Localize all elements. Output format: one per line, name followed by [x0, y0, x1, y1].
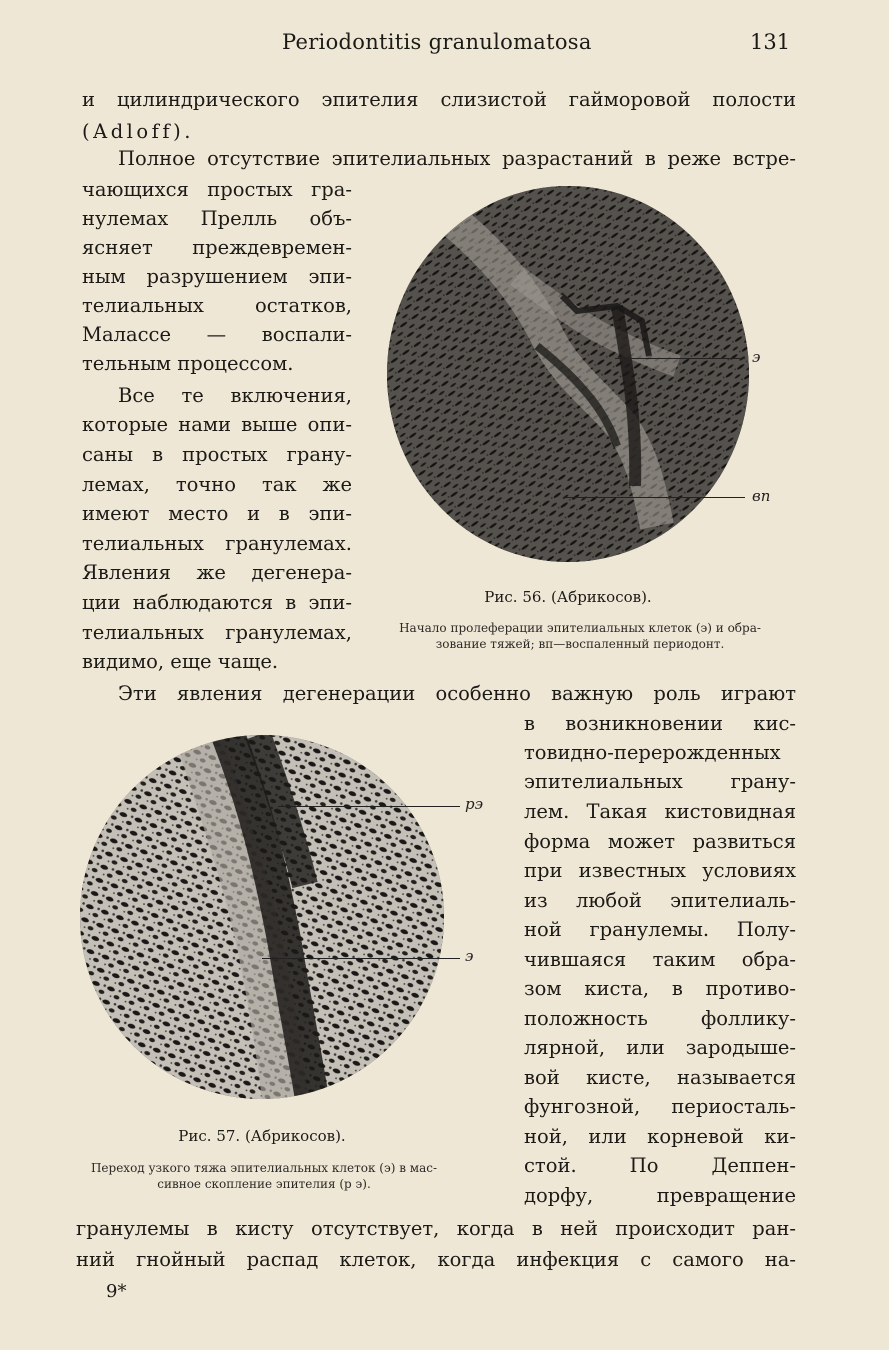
- body-line: в возникновении кис-: [524, 712, 796, 735]
- body-line: (Adloff).: [82, 120, 194, 143]
- body-line: которые нами выше опи-: [82, 413, 352, 436]
- body-line: ной, или корневой ки-: [524, 1125, 796, 1148]
- body-line: Явления же дегенера-: [82, 561, 352, 584]
- figure-56-micrograph: [387, 186, 749, 562]
- body-line: стой. По Деппен-: [524, 1154, 796, 1177]
- figure-56-pointer-e: [615, 358, 745, 359]
- body-line: ной гранулемы. Полу-: [524, 918, 796, 941]
- body-line: и цилиндрического эпителия слизистой гайморовой полости: [82, 88, 796, 111]
- figure-57-micrograph: [80, 735, 444, 1099]
- body-line: Эти явления дегенерации особенно важную роль играют: [118, 682, 796, 705]
- body-line: чившаяся таким обра-: [524, 948, 796, 971]
- body-line: телиальных остатков,: [82, 294, 352, 317]
- body-line: ции наблюдаются в эпи-: [82, 591, 352, 614]
- body-line: лярной, или зародыше-: [524, 1036, 796, 1059]
- body-line: дорфу, превращение: [524, 1184, 796, 1207]
- body-line: фунгозной, периосталь-: [524, 1095, 796, 1118]
- body-line: саны в простых грану-: [82, 443, 352, 466]
- figure-56-caption-line: Начало пролеферации эпителиальных клеток (э) и обра-: [399, 621, 761, 635]
- figure-57-svg: [80, 735, 444, 1099]
- figure-57-label-re: рэ: [465, 795, 484, 813]
- figure-56-svg: [387, 186, 749, 562]
- body-line: при известных условиях: [524, 859, 796, 882]
- body-line: ясняет преждевремен-: [82, 236, 352, 259]
- figure-56-title: Рис. 56. (Абрикосов).: [484, 588, 652, 606]
- body-line: ным разрушением эпи-: [82, 265, 352, 288]
- body-line: вой кисте, называется: [524, 1066, 796, 1089]
- body-line: эпителиальных грану-: [524, 770, 796, 793]
- body-line: форма может развиться: [524, 830, 796, 853]
- body-line: зом киста, в противо-: [524, 977, 796, 1000]
- body-line: из любой эпителиаль-: [524, 889, 796, 912]
- running-title: Periodontitis granulomatosa: [282, 30, 592, 54]
- body-line: телиальных гранулемах.: [82, 532, 352, 555]
- body-line: положность фоллику-: [524, 1007, 796, 1030]
- body-line: телиальных гранулемах,: [82, 621, 352, 644]
- body-line: чающихся простых гра-: [82, 178, 352, 201]
- figure-57-title: Рис. 57. (Абрикосов).: [178, 1127, 346, 1145]
- figure-57-caption-line: Переход узкого тяжа эпителиальных клеток (э) в мас-: [90, 1161, 438, 1175]
- body-line: Полное отсутствие эпителиальных разрастаний в реже встре-: [118, 147, 796, 170]
- figure-56-pointer-vp: [565, 497, 745, 498]
- body-line: лемах, точно так же: [82, 473, 352, 496]
- body-line: видимо, еще чаще.: [82, 650, 279, 673]
- body-line: нулемах Прелль объ-: [82, 207, 352, 230]
- body-line: имеют место и в эпи-: [82, 502, 352, 525]
- page-number: 131: [750, 30, 791, 54]
- figure-57-pointer-re: [278, 806, 460, 807]
- body-line: тельным процессом.: [82, 352, 294, 375]
- figure-56-label-e: э: [752, 348, 761, 366]
- body-line: Малассе — воспали-: [82, 323, 352, 346]
- body-line: Все те включения,: [118, 384, 352, 407]
- figure-57-caption-line: сивное скопление эпителия (р э).: [157, 1177, 371, 1191]
- body-line: ний гнойный распад клеток, когда инфекция с самого на-: [76, 1248, 796, 1271]
- figure-56-caption-line: зование тяжей; вп—воспаленный периодонт.: [435, 637, 725, 651]
- figure-56-label-vp: вп: [752, 487, 771, 505]
- body-line: лем. Такая кистовидная: [524, 800, 796, 823]
- figure-57-pointer-e: [262, 958, 460, 959]
- printer-signature: 9*: [106, 1281, 127, 1302]
- body-line: товидно-перерожденных: [524, 741, 781, 764]
- body-line: гранулемы в кисту отсутствует, когда в ней происходит ран-: [76, 1217, 796, 1240]
- figure-57-label-e: э: [465, 947, 474, 965]
